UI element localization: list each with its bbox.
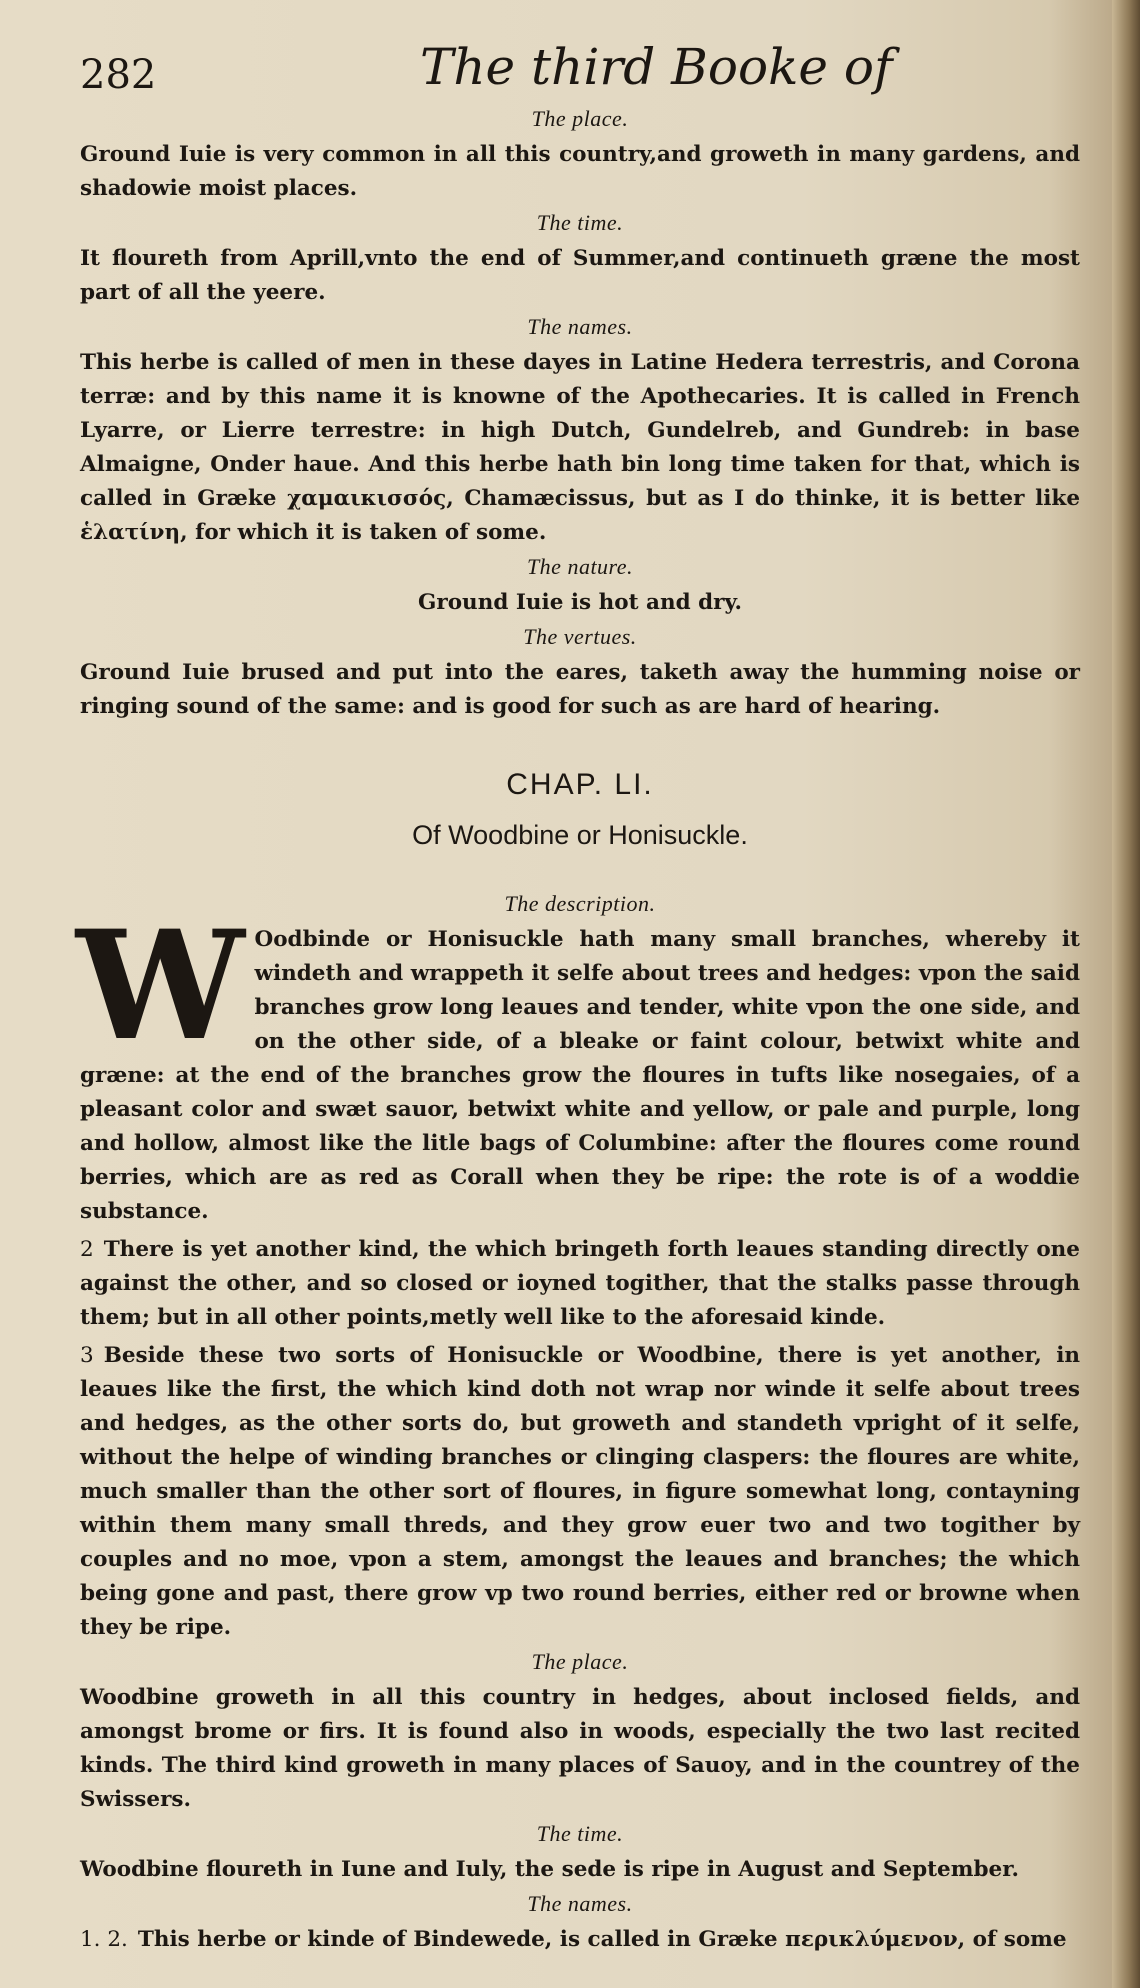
names-text: This herbe is called of men in these dayes in Latine Hedera terrestris, and Corona terræ: and by this name it is knowne of the Apothecaries. It is called in French Lyarre, or Lierre terrestre: in high Dutch, Gundelreb, and Gundreb: in base Almaigne, Onder haue. And this herbe hath bin long time taken for that, which is called in Græke χαμαικισσός, Chamæcissus, but as I do thinke, it is better like ἑλατίνη, for which it is taken of some. [80,350,1080,545]
item-3-text: Beside these two sorts of Honisuckle or Woodbine, there is yet another, in leaues like the first, the which kind doth not wrap nor winde it selfe about trees and hedges, as the other sorts do, but groweth and standeth vpright of it selfe, without the helpe of winding branches or clinging claspers: the floures are white, much smaller than the other sort of floures, in figure somewhat long, contayning within them many small threds, and they grow euer two and two togither by couples and no moe, vpon a stem, amongst the leaues and branches; the which being gone and past, there grow vp two round berries, either red or browne when they be ripe. [80,1343,1080,1640]
drop-cap: W [76,898,245,1074]
description-heading: The description. [504,891,656,916]
names-text-2 [80,1923,1080,1957]
item-3 [80,1339,1080,1645]
names-number: 1. 2. [80,1927,128,1952]
nature-text: Ground Iuie is hot and dry. [418,590,742,615]
names-heading-2: The names. [527,1891,633,1916]
names-text-2-body: This herbe or kinde of Bindewede, is called in Græke περικλύμενον, of some [137,1927,1067,1952]
time-heading: The time. [536,210,624,235]
page-content [76,102,1080,1961]
place-heading-2: The place. [531,1649,629,1674]
item-2 [80,1233,1080,1335]
time-text: It floureth from Aprill,vnto the end of Summer,and continueth græne the most part of all the yeere. [80,246,1080,305]
time-heading-2: The time. [536,1821,624,1846]
chapter-title: CHAP. LI. [506,768,654,801]
place-text-2: Woodbine groweth in all this country in hedges, about inclosed fields, and amongst brome or firs. It is found also in woods, especially the two last recited kinds. The third kind groweth in many places of Sauoy, and in the countrey of the Swissers. [80,1685,1080,1812]
place-heading: The place. [531,106,629,131]
vertues-heading: The vertues. [523,624,637,649]
item-2-number: 2 [80,1237,94,1262]
page-number: 282 [80,52,157,98]
page-edge [1112,0,1140,1988]
names-heading: The names. [527,314,633,339]
item-2-text: There is yet another kind, the which bringeth forth leaues standing directly one against the other, and so closed or ioyned togither, that the stalks passe through them; but in all other points,metly well like to the aforesaid kinde. [80,1237,1080,1330]
item-3-number: 3 [80,1343,94,1368]
vertues-text: Ground Iuie brused and put into the eares, taketh away the humming noise or ringing sound of the same: and is good for such as are hard of hearing. [80,660,1080,719]
place-text: Ground Iuie is very common in all this country,and groweth in many gardens, and shadowie moist places. [80,142,1080,201]
chapter-subtitle: Of Woodbine or Honisuckle. [412,820,748,850]
running-head: The third Booke of [420,38,893,96]
time-text-2: Woodbine floureth in Iune and Iuly, the sede is ripe in August and September. [80,1857,1020,1882]
page-header [80,30,1060,100]
description-body: Oodbinde or Honisuckle hath many small branches, whereby it windeth and wrappeth it selfe about trees and hedges: vpon the said branches grow long leaues and tender, white vpon the one side, and on the other side, of a bleake or faint colour, betwixt white and græne: at the end of the branches grow the floures in tufts like nosegaies, of a pleasant color and swæt sauor, betwixt white and yellow, or pale and purple, long and hollow, almost like the litle bags of Columbine: after the floures come round berries, which are as red as Corall when they be ripe: the rote is of a woddie substance. [80,927,1080,1224]
nature-heading: The nature. [526,554,634,579]
